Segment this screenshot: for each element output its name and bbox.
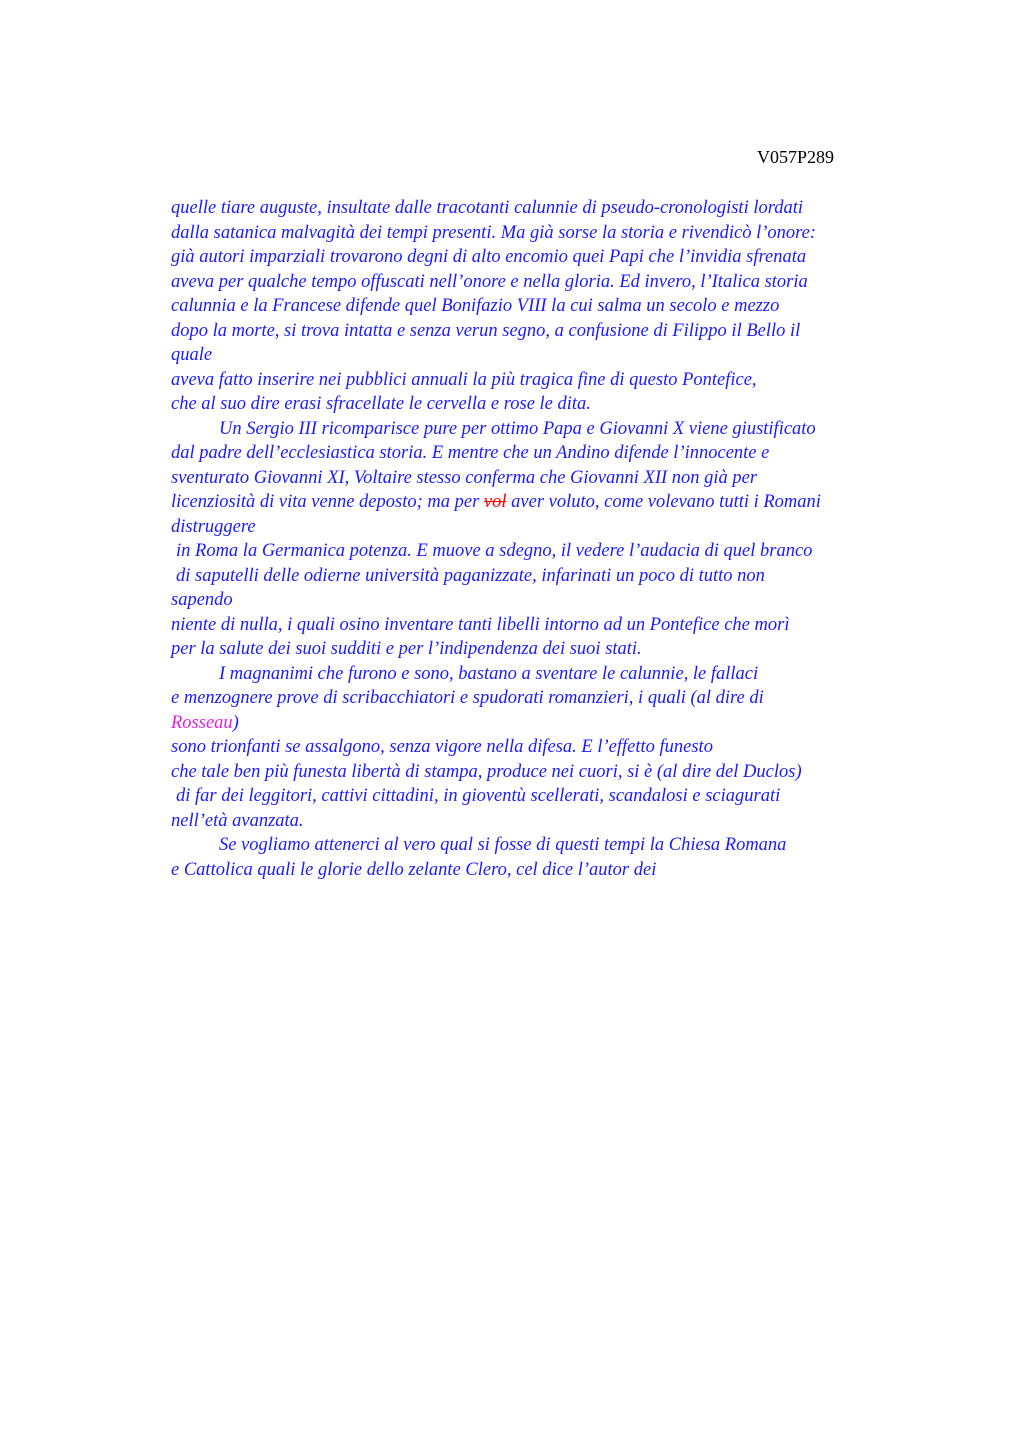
text-line-with-name — [171, 711, 911, 736]
text-line: dopo la morte, si trova intatta e senza verun segno, a confusione di Filippo il Bello il — [171, 320, 801, 341]
text-line: niente di nulla, i quali osino inventare tanti libelli intorno ad un Pontefice che morì — [171, 614, 790, 635]
paragraph-start-line: Se vogliamo attenerci al vero qual si fosse di questi tempi la Chiesa Romana — [219, 835, 787, 855]
page-identifier: V057P289 — [757, 147, 835, 167]
text-line: che al suo dire erasi sfracellate le cervella e rose le dita. — [171, 394, 591, 414]
text-line: di far dei leggitori, cattivi cittadini, in gioventù scellerati, scandalosi e sciagurati — [176, 786, 781, 806]
paragraph-start-line: I magnanimi che furono e sono, bastano a sventare le calunnie, le fallaci — [219, 663, 759, 684]
text-line: e menzognere prove di scribacchiatori e spudorati romanzieri, i quali (al dire di — [171, 688, 764, 708]
text-line: che tale ben più funesta libertà di stampa, produce nei cuori, si è (al dire del Duclos) — [171, 761, 802, 782]
text-line: in Roma la Germanica potenza. E muove a sdegno, il vedere l’audacia di quel branco — [176, 541, 813, 561]
text-segment: aver voluto, come volevano tutti i Romani — [506, 492, 821, 512]
text-line: nell’età avanzata. — [171, 810, 304, 831]
text-line: aveva fatto inserire nei pubblici annuali la più tragica fine di questo Pontefice, — [171, 369, 757, 390]
text-line: e Cattolica quali le glorie dello zelante Clero, cel dice l’autor dei — [171, 859, 657, 880]
text-line: quelle tiare auguste, insultate dalle tracotanti calunnie di pseudo-cronologisti lordati — [171, 198, 804, 218]
text-line: sono trionfanti se assalgono, senza vigore nella difesa. E l’effetto funesto — [171, 737, 713, 757]
paragraph-start-line: Un Sergio III ricomparisce pure per ottimo Papa e Giovanni X viene giustificato — [219, 418, 816, 439]
text-line: dalla satanica malvagità dei tempi presenti. Ma già sorse la storia e rivendicò l’onore: — [171, 222, 817, 243]
text-line: di saputelli delle odierne università paganizzate, infarinati un poco di tutto non — [176, 565, 765, 586]
text-line: dal padre dell’ecclesiastica storia. E mentre che un Andino difende l’innocente e — [171, 443, 770, 463]
text-line-with-deletion — [171, 490, 911, 515]
text-line: sventurato Giovanni XI, Voltaire stesso conferma che Giovanni XII non già per — [171, 467, 758, 488]
text-segment: licenziosità di vita venne deposto; ma per — [171, 492, 484, 512]
text-line: distruggere — [171, 516, 256, 537]
text-line: sapendo — [171, 590, 233, 610]
text-line: calunnia e la Francese difende quel Bonifazio VIII la cui salma un secolo e mezzo — [171, 296, 780, 316]
text-line: aveva per qualche tempo offuscati nell’onore e nella gloria. Ed invero, l’Italica storia — [171, 271, 808, 292]
text-line: per la salute dei suoi sudditi e per l’indipendenza dei suoi stati. — [171, 639, 642, 659]
text-line: già autori imparziali trovarono degni di alto encomio quei Papi che l’invidia sfrenata — [171, 247, 807, 267]
text-line: quale — [171, 345, 213, 365]
deleted-word: vol — [483, 492, 507, 512]
highlighted-name: Rosseau — [171, 712, 233, 733]
document-text — [171, 196, 911, 882]
text-segment: ) — [232, 712, 239, 733]
